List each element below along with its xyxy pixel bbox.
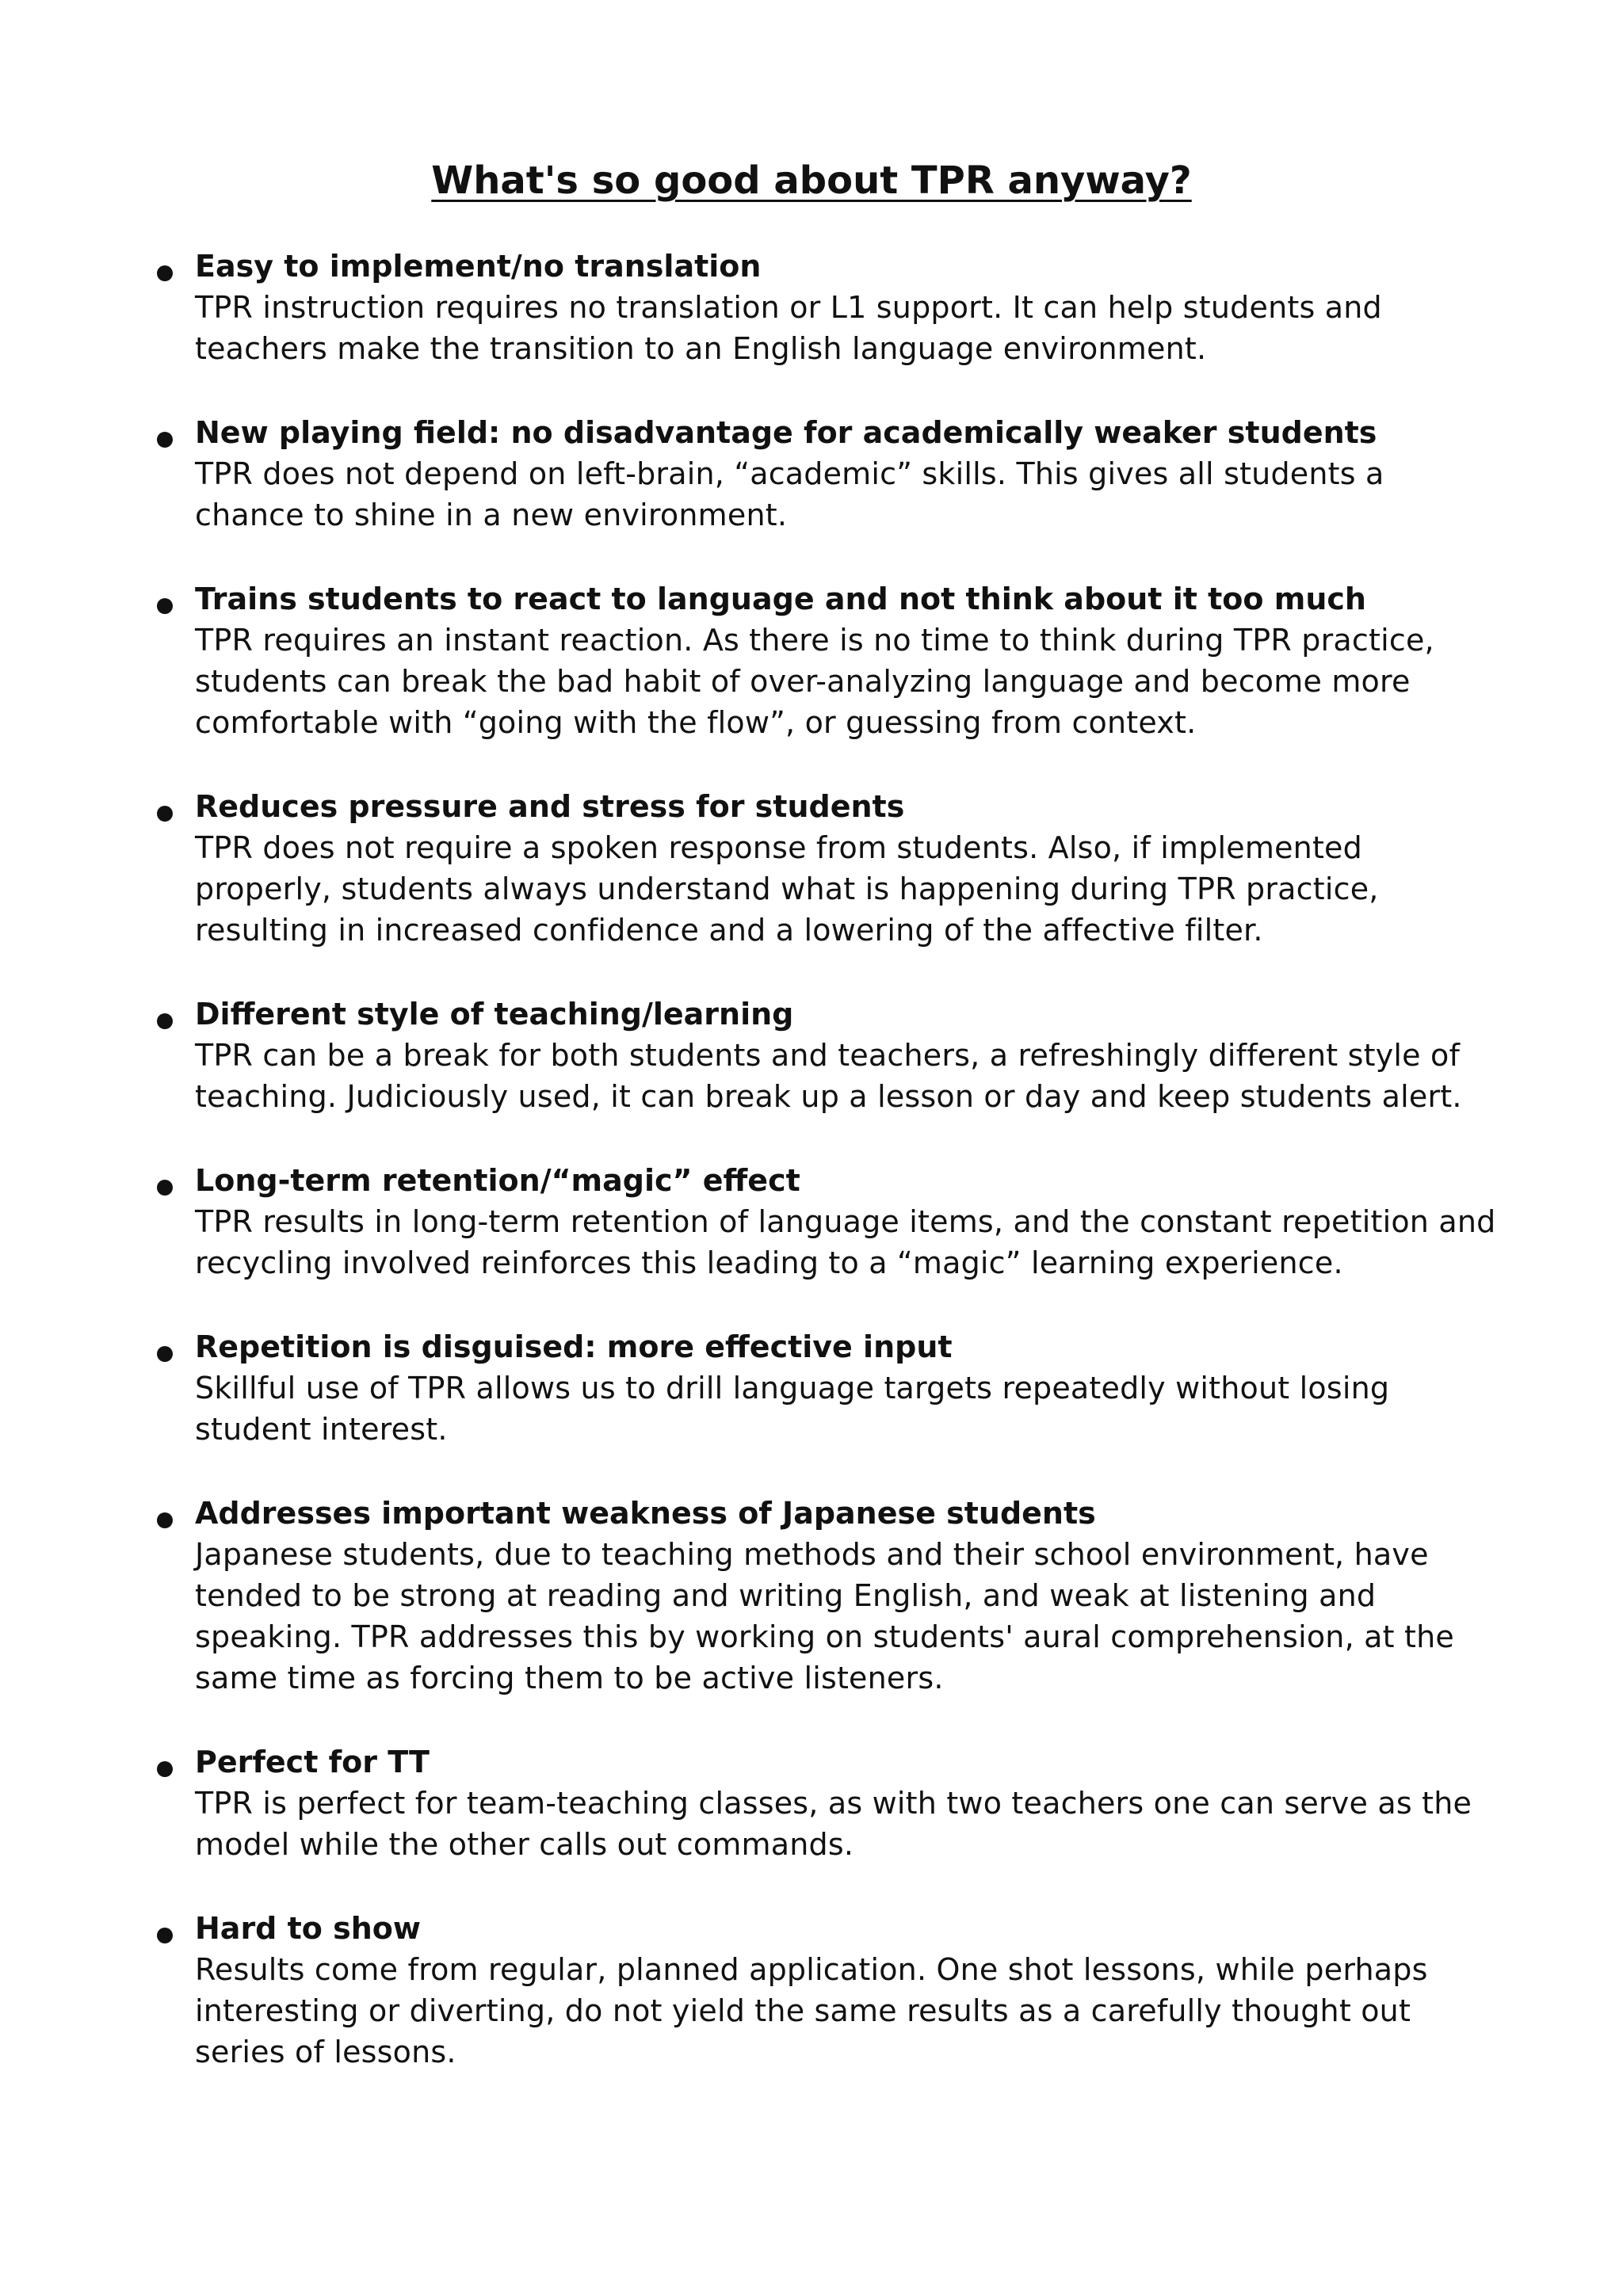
item-heading: Trains students to react to language and not think about it too much — [195, 582, 1366, 616]
list-item — [0, 1326, 1623, 1450]
item-body: TPR does not require a spoken response from students. Also, if implemented properly, students always understand what is happening during TPR practice, resulting in increased confidence and a lowering of the affective filter. — [195, 830, 1379, 948]
item-body: TPR is perfect for team-teaching classes, as with two teachers one can serve as the model while the other calls out commands. — [195, 1786, 1472, 1862]
item-body: Japanese students, due to teaching methods and their school environment, have tended to be strong at reading and writing English, and weak at listening and speaking. TPR addresses this by working on students' aural comprehension, at the same time as forcing them to be active listeners. — [195, 1537, 1454, 1695]
item-heading: Easy to implement/no translation — [195, 249, 762, 284]
item-heading: Perfect for TT — [195, 1745, 430, 1779]
bullet-icon — [157, 265, 173, 281]
item-heading: Different style of teaching/learning — [195, 997, 794, 1032]
item-heading: Repetition is disguised: more effective input — [195, 1329, 953, 1364]
list-item — [0, 1160, 1623, 1283]
item-body: TPR requires an instant reaction. As there is no time to think during TPR practice, students can break the bad habit of over-analyzing language and become more comfortable with “going with the flow”, or guessing from context. — [195, 623, 1434, 740]
item-heading: New playing field: no disadvantage for academically weaker students — [195, 415, 1377, 450]
list-item — [0, 994, 1623, 1117]
list-item — [0, 1493, 1623, 1699]
list-item — [0, 1741, 1623, 1865]
bullet-icon — [157, 1013, 173, 1029]
list-item — [0, 578, 1623, 743]
list-item — [0, 246, 1623, 369]
bullet-icon — [157, 598, 173, 614]
item-heading: Long-term retention/“magic” effect — [195, 1163, 800, 1198]
bullet-icon — [157, 432, 173, 448]
item-heading: Addresses important weakness of Japanese students — [195, 1496, 1096, 1531]
item-body: TPR does not depend on left-brain, “academic” skills. This gives all students a chance to shine in a new environment. — [195, 456, 1384, 532]
item-body: Results come from regular, planned application. One shot lessons, while perhaps interesting or diverting, do not yield the same results as a carefully thought out series of lessons. — [195, 1952, 1428, 2069]
bullet-icon — [157, 806, 173, 822]
item-heading: Reduces pressure and stress for students — [195, 789, 905, 824]
benefit-list — [0, 246, 1623, 2115]
bullet-icon — [157, 1512, 173, 1528]
bullet-icon — [157, 1761, 173, 1777]
item-body: TPR results in long-term retention of language items, and the constant repetition and recycling involved reinforces this leading to a “magic” learning experience. — [195, 1204, 1496, 1280]
list-item — [0, 1908, 1623, 2073]
list-item — [0, 786, 1623, 951]
document-title: What's so good about TPR anyway? — [431, 158, 1192, 203]
bullet-icon — [157, 1180, 173, 1196]
bullet-icon — [157, 1928, 173, 1943]
item-body: Skillful use of TPR allows us to drill language targets repeatedly without losing student interest. — [195, 1371, 1390, 1447]
item-heading: Hard to show — [195, 1911, 421, 1946]
item-body: TPR can be a break for both students and teachers, a refreshingly different style of teaching. Judiciously used, it can break up a lesson or day and keep students alert. — [195, 1038, 1462, 1114]
item-body: TPR instruction requires no translation or L1 support. It can help students and teachers make the transition to an English language environment. — [195, 290, 1382, 366]
list-item — [0, 412, 1623, 536]
bullet-icon — [157, 1346, 173, 1362]
